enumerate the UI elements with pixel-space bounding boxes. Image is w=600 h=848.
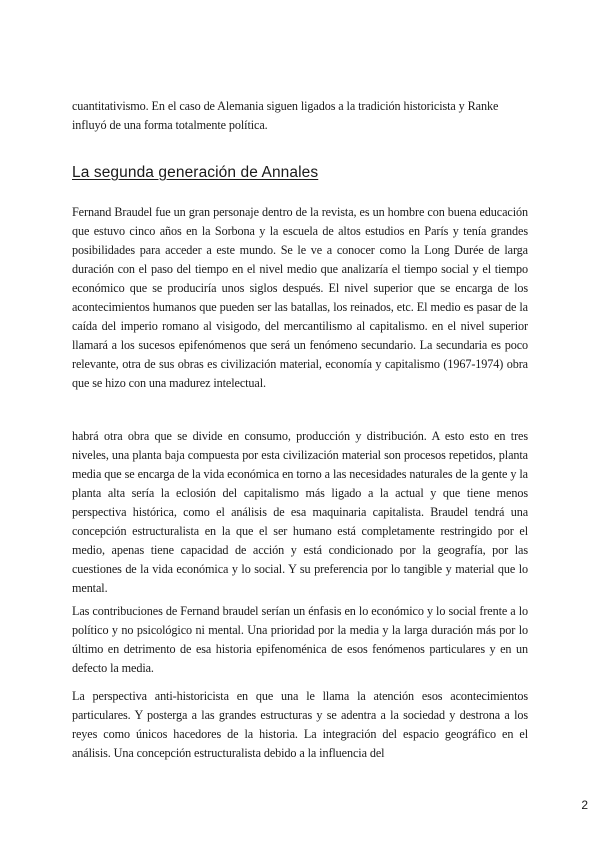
paragraph-anti-historicist: La perspectiva anti-historicista en que una le llama la atención esos acontecimientos particulares. Y posterga a las grandes estructuras y se adentra a la sociedad y destrona a los reyes como únicos hacedores de la historia. La integración del espacio geográfico en el análisis. Una concepción estructuralista debido a la influencia del [72,689,528,760]
paragraph-three-levels: habrá otra obra que se divide en consumo, producción y distribución. A esto esto en tres niveles, una planta baja compuesta por esta civilización material son procesos repetidos, planta media que se encarga de la vida económica en torno a las necesidades naturales de la gente y la planta alta sería la eclosión del capitalismo más ligado a la actual y que tiene menos perspectiva histórica, como el análisis de esa maquinaria capitalista. Braudel tendrá una concepción estructuralista en la que el ser humano está completamente restringido por el medio, apenas tiene capacidad de acción y está condicionado por la geografía, por las cuestiones de la vida económica y lo social. Y su preferencia por lo tangible y material que lo mental. [72,429,528,595]
intro-paragraph: cuantitativismo. En el caso de Alemania siguen ligados a la tradición historicista y Ranke influyó de una forma totalmente política. [72,99,499,132]
section-heading: La segunda generación de Annales [72,164,319,181]
paragraph-contributions: Las contribuciones de Fernand braudel serían un énfasis en lo económico y lo social frente a lo político y no psicológico ni mental. Una prioridad por la media y la larga duración más por lo último en detrimento de esa historia epifenoménica de esos fenómenos particulares y en un defecto la media. [72,604,528,675]
paragraph-braudel-intro: Fernand Braudel fue un gran personaje dentro de la revista, es un hombre con buena educación que estuvo cinco años en la Sorbona y la escuela de altos estudios en París y tenía grandes posibilidades para acceder a este mundo. Se le ve a conocer como la Long Durée de larga duración con el paso del tiempo en el nivel medio que analizaría el tiempo social y el tiempo económico que se produciría unos siglos después. El nivel superior que se encarga de los acontecimientos humanos que pueden ser las batallas, los reinados, etc. El medio es pasar de la caída del imperio romano al visigodo, del mercantilismo al capitalismo. en el nivel superior llamará a los sucesos epifenómenos que será un fenómeno secundario. La secundaria es poco relevante, otra de sus obras es civilización material, economía y capitalismo (1967-1974) obra que se hizo con una madurez intelectual. [72,205,528,390]
page-number: 2 [581,798,588,812]
